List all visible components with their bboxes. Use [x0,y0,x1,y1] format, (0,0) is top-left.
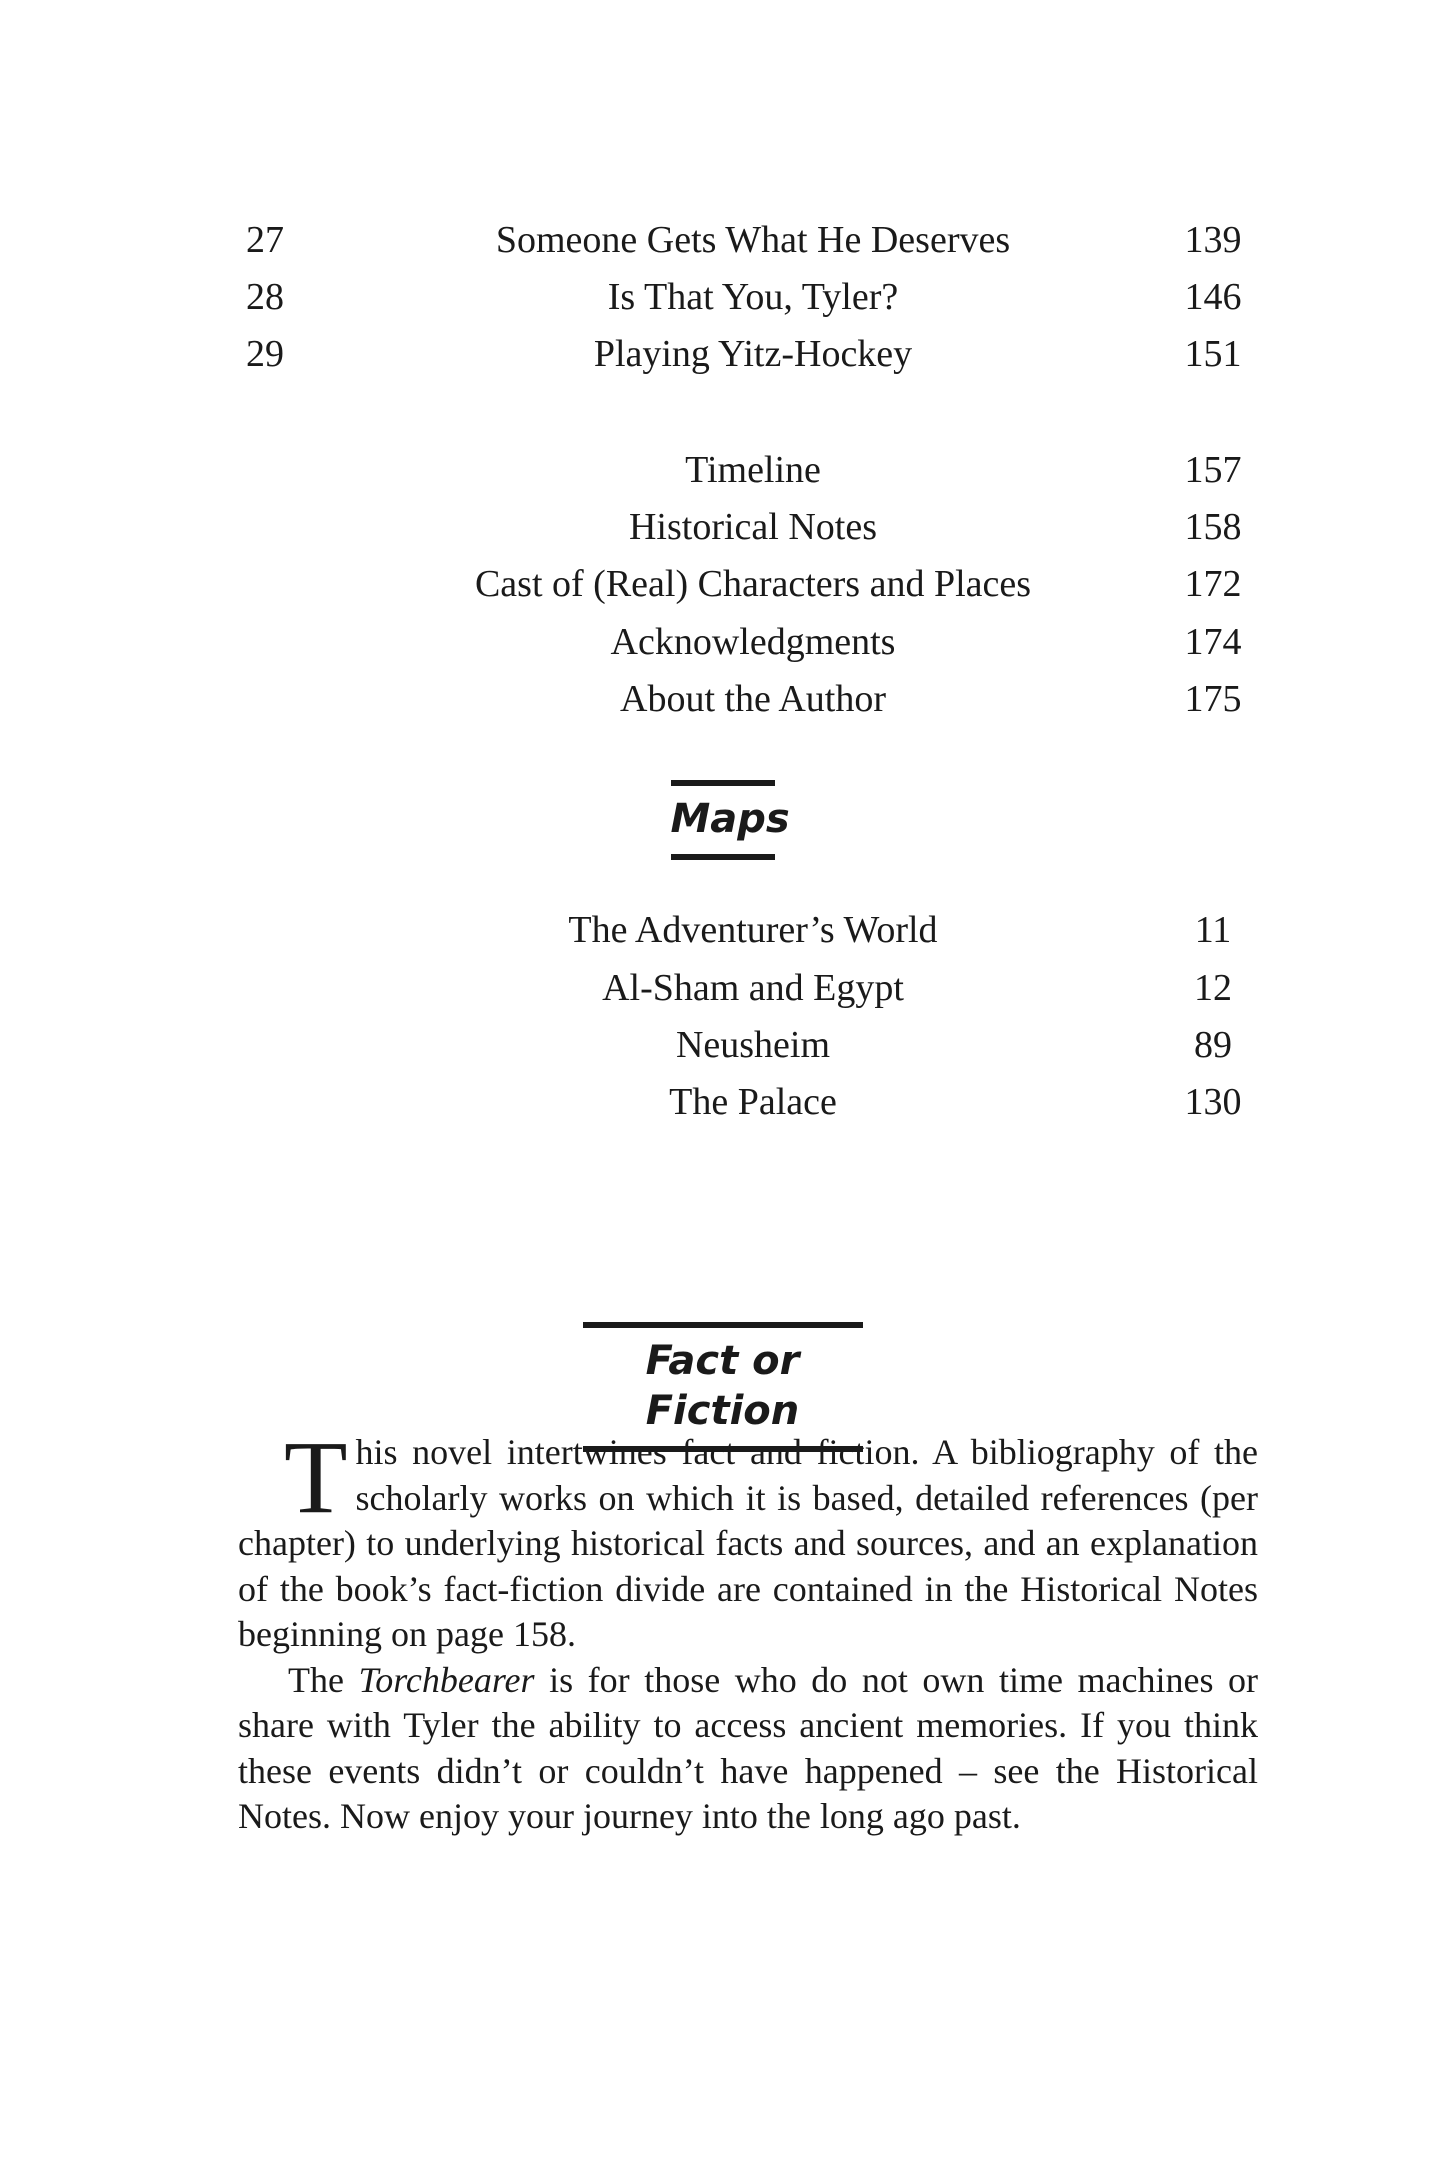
maps-heading-text: Maps [671,780,775,860]
toc-chapter-row [238,269,1258,325]
toc-back-matter-row [238,614,1258,670]
paragraph-text: The [288,1659,359,1700]
paragraph-text: is for those who do not own time machines or share with Tyler the ability to access ancient memories. If you think these events didn’t or couldn’t have happened – see the Historical Notes. Now enjoy your journey into the long ago past. [238,1659,1258,1836]
fact-or-fiction-heading-text: Fact or Fiction [583,1322,863,1452]
chapter-number: 29 [246,333,284,375]
fact-or-fiction-body [238,1420,1258,1840]
back-matter-title: Cast of (Real) Characters and Places [474,563,1032,605]
page-number: 139 [1184,219,1242,261]
page-number: 89 [1194,1024,1232,1066]
page-number: 11 [1194,909,1232,951]
back-matter-title: Historical Notes [628,506,877,548]
drop-cap: T [284,1420,348,1535]
page-number: 157 [1184,449,1242,491]
toc-back-matter-row [238,499,1258,555]
paragraph [238,1658,1258,1840]
toc-chapter-row [238,326,1258,382]
map-title: The Palace [669,1081,837,1123]
chapter-number: 27 [246,219,284,261]
page-number: 146 [1184,276,1242,318]
map-title: The Adventurer’s World [568,909,938,951]
toc-back-matter-row [238,556,1258,612]
map-title: Neusheim [675,1024,831,1066]
back-matter-title: About the Author [620,678,886,720]
page-number: 151 [1184,333,1242,375]
toc-back-matter-row [238,671,1258,727]
map-list-row [238,960,1258,1016]
page-number: 175 [1184,678,1242,720]
back-matter-title: Timeline [685,449,821,491]
map-title: Al-Sham and Egypt [602,967,904,1009]
page-number: 174 [1184,621,1242,663]
toc-chapter-row [238,212,1258,268]
back-matter-title: Acknowledgments [610,621,896,663]
map-list-row [238,1074,1258,1130]
map-list-row [238,1017,1258,1073]
page-number: 130 [1184,1081,1242,1123]
toc-back-matter-row [238,442,1258,498]
page-number: 158 [1184,506,1242,548]
maps-section-heading [0,780,1445,860]
paragraph-text: his novel intertwines fact and fiction. A bibliography of the scholarly works on which it is based, detailed references (per chapter) to underlying historical facts and sources, and an explanation of the book’s fact-fiction divide are contained in the Historical Notes beginning on page 158. [238,1432,1258,1654]
chapter-number: 28 [246,276,284,318]
chapter-title: Someone Gets What He Deserves [495,219,1011,261]
chapter-title: Is That You, Tyler? [607,276,899,318]
page-number: 12 [1194,967,1232,1009]
page-number: 172 [1184,563,1242,605]
chapter-title: Playing Yitz-Hockey [593,333,913,375]
map-list-row [238,902,1258,958]
paragraph [238,1420,1258,1658]
book-title-italic: Torchbearer [358,1659,535,1700]
